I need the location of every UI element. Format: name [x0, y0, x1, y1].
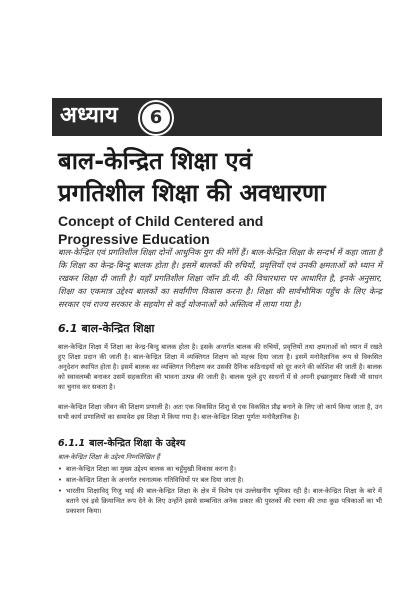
section-heading	[58, 322, 378, 336]
title-hindi-line-2: प्रगतिशील शिक्षा की अवधारणा	[58, 179, 326, 207]
chapter-intro: बाल-केन्द्रित एवं प्रगतिशील शिक्षा दोनों आधुनिक युग की माँगें हैं। बाल-केन्द्रित शिक्षा के सन्दर्भ में कहा जाता है कि शिक्षा का केन्द्र-बिन्दु बालक होता है। इसमें बालकों की रुचियों, प्रवृत्तियों एवं उनकी क्षमताओं को ध्यान में रखकर शिक्षा दी जाती है। यहाँ प्रगतिशील शिक्षा जॉन डी.वी. की विचारधारा पर आधारित है, इनके अनुसार, शिक्षा का एकमात्र उद्देश्य बालकों का सर्वांगीण विकास करना है। शिक्षा की सार्वभौमिक पहुँच के लिए केन्द्र सरकार एवं राज्य सरकार के सहयोग से कई योजनाओं को अस्तित्व में लाया गया है।	[58, 247, 382, 309]
section-paragraph-2: बाल-केन्द्रित शिक्षा जीवन की शिक्षण प्रणाली है। अतः एक विकसित शिशु से एक विकसित प्रौढ़ बनाने के लिए जो कार्य किया जाता है, उन सभी कार्य प्रणालियों का समावेश इस शिक्षा में किया गया है। बाल-केन्द्रित शिक्षा पूर्णतः मनोवैज्ञानिक है।	[58, 403, 382, 421]
list-item: • बाल-केन्द्रित शिक्षा का मुख्य उद्देश्य बालक का चहुँमुखी विकास करना है।	[58, 464, 382, 474]
subsection-title: बाल-केन्द्रित शिक्षा के उद्देश्य	[89, 438, 186, 449]
chapter-title-hindi	[58, 145, 398, 209]
subsection-number: 6.1.1	[58, 438, 86, 449]
section-number: 6.1	[58, 322, 78, 335]
subsection-lead: बाल-केन्द्रित शिक्षा के उद्देश्य निम्नलिखित हैं	[58, 453, 160, 461]
chapter-number-badge: 6	[140, 102, 172, 134]
chapter-title-english	[58, 212, 378, 248]
objectives-list	[58, 464, 382, 517]
section-paragraph-1: बाल-केन्द्रित शिक्षा में शिक्षा का केन्द्र-बिन्दु बालक होता है। इसके अन्तर्गत बालक की रुचियों, प्रवृत्तियों तथा क्षमताओं को ध्यान में रखते हुए शिक्षा प्रदान की जाती है। बाल-केन्द्रित शिक्षा में व्यक्तिगत शिक्षण को महत्त्व दिया जाता है। इसमें मनोवैज्ञानिक रूप से विकसित अनुदेशन स्थापित होता है। इसमें बालक का व्यक्तिगत निरीक्षण कर उसकी दैनिक कठिनाइयों को दूर करने की कोशिश की जाती है। बालक को स्वावलम्बी बनाकर उसमें सहकारिता की भावना उत्पन्न की जाती है। बालक फूले हुए साधनों में से अपनी इच्छानुसार किसी भी साधन का चुनाव कर सकता है।	[58, 343, 382, 391]
list-item: • बाल-केन्द्रित शिक्षा के अन्तर्गत रचनात्मक गतिविधियों पर बल दिया जाता है।	[58, 475, 382, 485]
title-english-line-2: Progressive Education	[58, 231, 210, 247]
section-title: बाल-केन्द्रित शिक्षा	[81, 322, 155, 335]
title-hindi-line-1: बाल-केन्द्रित शिक्षा एवं	[58, 147, 252, 175]
title-english-line-1: Concept of Child Centered and	[58, 213, 264, 229]
subsection-heading	[58, 438, 378, 450]
chapter-label: अध्याय	[60, 103, 119, 128]
list-item: • भारतीय शिक्षाविद् गिजु भाई की बाल-केन्द्रित शिक्षा के क्षेत्र में विशेष एवं उल्लेखनीय भूमिका रही है। बाल-केन्द्रित शिक्षा के बारे में बताने एवं इसे क्रियान्वित रूप देने के लिए उन्होंने इससे सम्बन्धित अनेक प्रकार की पुस्तकों की रचना की तथा कुछ पत्रिकाओं का भी प्रकाशन किया।	[58, 486, 382, 516]
